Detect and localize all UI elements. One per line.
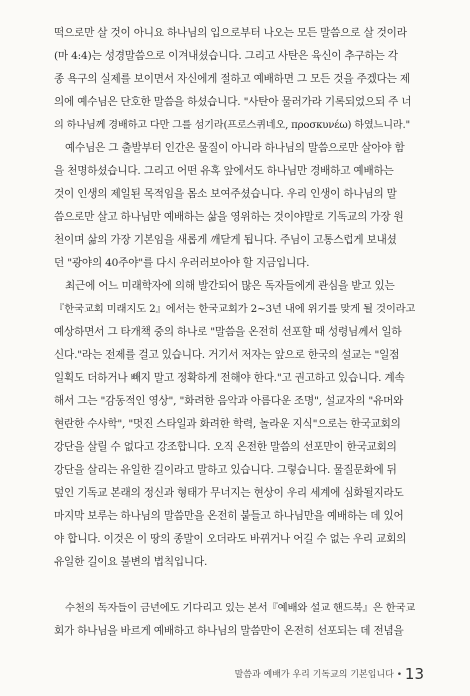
page-number: 13 bbox=[404, 665, 424, 683]
text-line: 일획도 더하거나 빼지 말고 정확하게 전해야 한다."고 권고하고 있습니다. 계속 bbox=[54, 372, 405, 384]
text-line: 현란한 수사학", "멋진 스타일과 화려한 학력, 놀라운 지식"으로는 한국교회의 bbox=[54, 418, 401, 430]
text-line: 을 천명하셨습니다. 그리고 어떤 유혹 앞에서도 하나님만 경배하고 예배하는 bbox=[54, 165, 394, 177]
running-title: 말씀과 예배가 우리 기독교의 기본입니다 bbox=[234, 670, 394, 680]
text-line: 천이며 삶의 가장 기본임을 새롭게 깨닫게 됩니다. 주님이 고통스럽게 보내셨 bbox=[54, 234, 397, 246]
page-footer bbox=[235, 665, 424, 683]
text-line: 회가 하나님을 바르게 예배하고 하나님의 말씀만이 온전히 선포되는 데 전념을 bbox=[54, 625, 404, 637]
text-line: 예상하면서 그 타개책 중의 하나로 "말씀을 온전히 선포할 때 성령님께서 일하 bbox=[54, 326, 402, 338]
text-line: 의 하나님께 경배하고 다만 그를 섬기라(프로스퀴네오, προσκυνέω) 하였느니라." bbox=[54, 120, 410, 131]
text-line: 떡으로만 살 것이 아니요 하나님의 입으로부터 나오는 모든 말씀으로 살 것이라 bbox=[54, 27, 407, 39]
text-line: 신다."라는 전제를 걸고 있습니다. 거기서 저자는 앞으로 한국의 설교는 "일점 bbox=[54, 349, 400, 361]
text-line: 씀으로만 살고 하나님만 예배하는 삶을 영위하는 것이야말로 기독교의 가장 원 bbox=[54, 211, 404, 223]
paragraph-start-line: 최근에 어느 미래학자에 의해 발간되어 많은 독자들에게 관심을 받고 있는 bbox=[65, 280, 395, 292]
paragraph-start-line: 예수님은 그 출발부터 인간은 물질이 아니라 하나님의 말씀으로만 살아야 함 bbox=[65, 142, 405, 154]
footer-separator: • bbox=[396, 670, 403, 680]
text-line: 해서 그는 "감동적인 영상", "화려한 음악과 아름다운 조명", 설교자의 "유머와 bbox=[54, 395, 404, 407]
text-line: 마지막 보루는 하나님의 말씀만을 온전히 붙들고 하나님만을 예배하는 데 있어 bbox=[54, 510, 404, 522]
text-line: 유일한 길이요 불변의 법칙입니다. bbox=[54, 556, 208, 568]
text-line: 덮인 기독교 본래의 정신과 형태가 무너지는 현상이 우리 세계에 심화될지라도 bbox=[54, 487, 404, 499]
text-line: 것이 인생의 제일된 목적임을 몸소 보여주셨습니다. 우리 인생이 하나님의 말 bbox=[54, 188, 397, 200]
text-line: 강단을 살릴 수 없다고 강조합니다. 오직 온전한 말씀의 선포만이 한국교회의 bbox=[54, 441, 397, 453]
text-line: 강단을 살리는 유일한 길이라고 말하고 있습니다. 그렇습니다. 물질문화에 뒤 bbox=[54, 464, 397, 476]
text-line: 『한국교회 미래지도 2』에서는 한국교회가 2~3년 내에 위기를 맞게 될 것이라고 bbox=[54, 303, 415, 315]
text-line: (마 4:4)는 성경말씀으로 이겨내셨습니다. 그리고 사탄은 육신이 추구하는 각 bbox=[54, 50, 398, 62]
paragraph-gap bbox=[54, 574, 415, 597]
text-line: 의에 예수님은 단호한 말씀을 하셨습니다. "사탄아 물러가라 기록되었으되 주 너 bbox=[54, 96, 412, 108]
body-text bbox=[54, 22, 415, 643]
text-line: 던 "광야의 40주야"를 다시 우러러보아야 할 지금입니다. bbox=[54, 257, 310, 269]
text-line: 종 욕구의 실제를 보이면서 자신에게 절하고 예배하면 그 모든 것을 주겠다는 제 bbox=[54, 73, 410, 85]
paragraph-start-line: 수천의 독자들이 금년에도 기다리고 있는 본서『예배와 설교 핸드북』은 한국교 bbox=[65, 602, 415, 614]
text-line: 야 합니다. 이것은 이 땅의 종말이 오더라도 바뀌거나 어길 수 없는 우리 교회의 bbox=[54, 533, 407, 545]
